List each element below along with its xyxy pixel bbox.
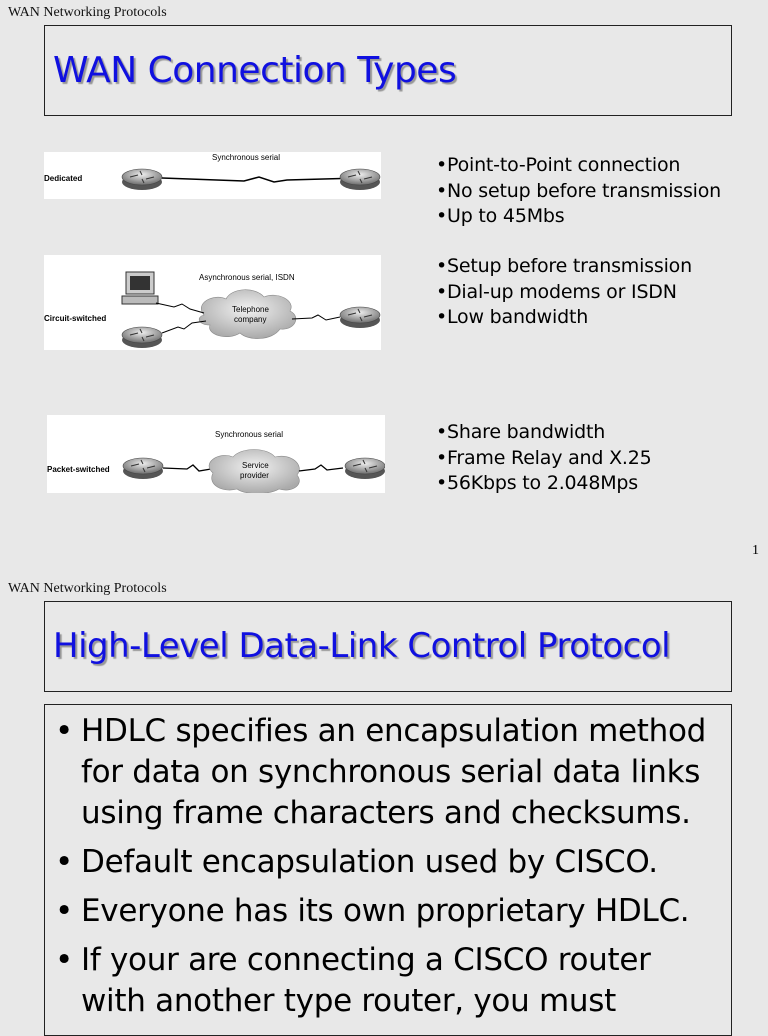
page-number: 1 [752,543,759,558]
circuit-switched-label: Circuit-switched [44,314,107,323]
bullet-item: •Dial-up modems or ISDN [436,280,677,303]
slide-title: High-Level Data-Link Control Protocol [53,626,671,666]
computer-icon [122,272,158,304]
bullet-dot: • [55,713,73,749]
circuit-link-label: Asynchronous serial, ISDN [199,273,295,282]
cloud-label-1: Telephone [232,305,269,314]
page-header: WAN Networking Protocols [8,581,167,596]
circuit-switched-diagram [44,255,381,350]
bullet-item: •Point-to-Point connection [436,154,681,176]
bullet-text: Default encapsulation used by CISCO. [81,844,658,880]
bullet-item [45,940,731,1022]
slide-title: WAN Connection Types [53,50,457,91]
serial-link [162,177,360,182]
cloud-label-2: provider [240,471,269,480]
bullet-dot: • [55,893,73,929]
bullet-item: •No setup before transmission [436,179,722,202]
bullet-item: •Low bandwidth [436,306,589,328]
title-box [44,601,732,692]
bullet-item: •Setup before transmission [436,255,692,277]
circuit-switched-bullets [436,254,692,331]
router-icon [340,307,380,328]
dedicated-link-label: Synchronous serial [212,153,281,162]
bullet-item: •Share bandwidth [436,421,606,443]
bullet-item [45,711,731,834]
bullet-item: •56Kbps to 2.048Mps [436,472,638,494]
packet-switched-diagram [47,415,385,493]
packet-switched-bullets [436,420,652,497]
router-icon [123,458,163,479]
bullet-list [45,711,731,1022]
bullet-text: Everyone has its own proprietary HDLC. [81,893,690,929]
router-icon [122,169,162,190]
bullet-dot: • [55,942,73,978]
content-box [44,704,732,1036]
dedicated-label: Dedicated [44,174,83,183]
router-icon [122,327,162,348]
bullet-item: •Frame Relay and X.25 [436,446,652,469]
bullet-item [45,891,731,932]
bullet-text: HDLC specifies an encapsulation method for data on synchronous serial data links using frame characters and checksums. [81,713,707,831]
packet-switched-label: Packet-switched [47,465,110,474]
cloud-label-1: Service [242,461,269,470]
cloud-label-2: company [234,315,267,324]
page-header: WAN Networking Protocols [8,5,167,20]
packet-link-label: Synchronous serial [215,430,284,439]
dedicated-diagram [44,152,381,199]
bullet-item: •Up to 45Mbs [436,205,565,227]
title-box [44,25,732,116]
bullet-text: If your are connecting a CISCO router with another type router, you must [81,942,651,1019]
dedicated-bullets [436,153,721,230]
router-icon [345,458,385,479]
bullet-dot: • [55,844,73,880]
bullet-item [45,842,731,883]
router-icon [340,169,380,190]
